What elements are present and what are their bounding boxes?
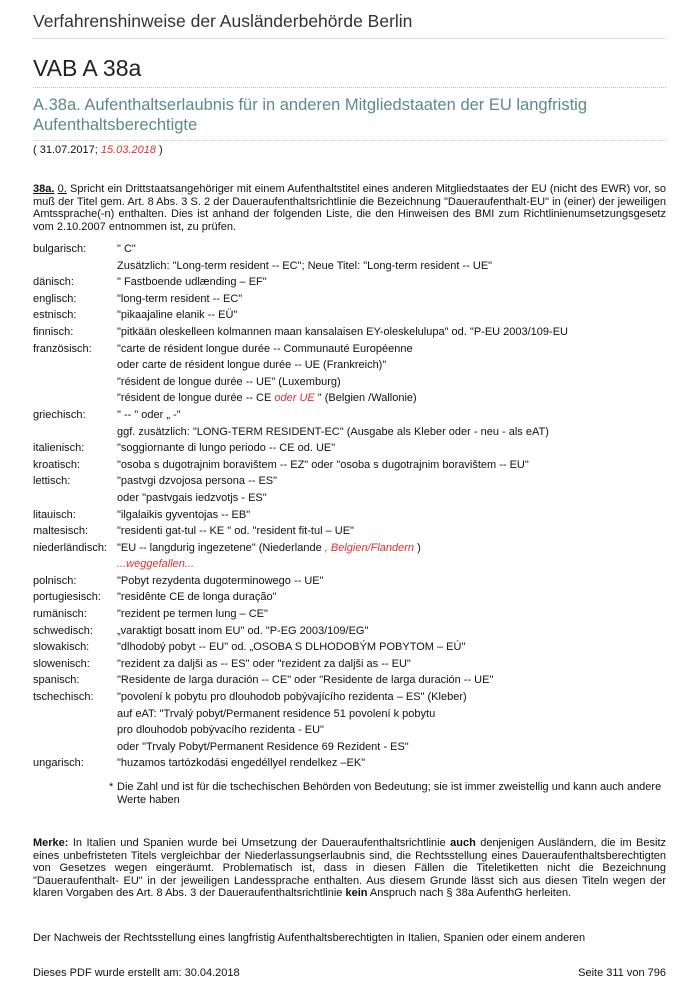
language-row <box>33 623 666 640</box>
language-name: italienisch: <box>33 442 85 455</box>
language-designation <box>117 556 666 573</box>
language-row <box>33 639 666 656</box>
language-row <box>33 722 666 739</box>
footer-created-date: Dieses PDF wurde erstellt am: 30.04.2018 <box>33 967 240 979</box>
intro-text: Spricht ein Drittstaatsangehöriger mit einem Aufenthaltstitel eines anderen Mitgliedstaates der EU (nicht des EWR) vor, so muß der Titel gem. Art. 8 Abs. 3 S. 2 der Daueraufenthaltsrichtlinie die Bezeichnung "Daueraufenthalt-EU" in (einer) der jeweiligen Amtssprache(-n) enthalten. Dies ist anhand der folgenden Liste, die den Hinweisen des BMI zum Richtlinienumsetzungsgesetz vom 2.10.2007 entnommen ist, zu prüfen. <box>33 183 666 233</box>
language-name: bulgarisch: <box>33 243 87 255</box>
designation-text: " C" <box>117 243 136 255</box>
language-name: spanisch: <box>33 674 80 687</box>
language-row <box>33 507 666 524</box>
designation-text: ggf. zusätzlich: "LONG-TERM RESIDENT-EC" (Ausgabe als Kleber oder - neu - als eAT) <box>117 425 549 438</box>
designation-text: "carte de résident longue durée -- Communauté Européenne <box>117 342 413 355</box>
designation-text: auf eAT: "Trvalý pobyt/Permanent residence 51 povolení k pobytu <box>117 707 436 720</box>
language-name <box>33 374 117 391</box>
language-designation <box>117 374 666 391</box>
language-name: französisch: <box>33 342 92 355</box>
language-designation <box>117 390 666 407</box>
merke-bold-2: kein <box>345 887 368 900</box>
language-name: maltesisch: <box>33 525 89 538</box>
language-designation <box>117 473 666 490</box>
language-designation <box>117 341 666 358</box>
language-designation <box>117 307 666 324</box>
language-designation <box>117 274 666 291</box>
language-designation <box>117 672 666 689</box>
language-name <box>33 357 117 374</box>
language-row <box>33 473 666 490</box>
designation-text: Zusätzlich: "Long-term resident -- EC"; Neue Titel: "Long-term resident -- UE" <box>117 259 493 272</box>
language-designation <box>117 324 666 341</box>
language-row <box>33 573 666 590</box>
language-row <box>33 457 666 474</box>
language-name <box>33 556 117 573</box>
page-footer <box>33 967 666 979</box>
language-row <box>33 755 666 772</box>
designation-text: " (Belgien /Wallonie) <box>314 392 417 405</box>
language-name <box>33 739 117 756</box>
language-name: schwedisch: <box>33 624 93 637</box>
designation-text: "résident de longue durée -- CE <box>117 392 275 405</box>
language-name: portugiesisch: <box>33 591 101 604</box>
language-row <box>33 689 666 706</box>
designation-text: " Fastboende udlænding – EF" <box>117 276 267 289</box>
language-designation <box>117 755 666 772</box>
language-designation <box>117 357 666 374</box>
subparagraph-number: 0. <box>57 183 67 195</box>
designation-text: "residênte CE de longa duração" <box>117 591 277 604</box>
language-row <box>33 357 666 374</box>
language-row <box>33 606 666 623</box>
designation-text: "ilgalaikis gyventojas -- EB" <box>117 508 251 521</box>
language-designation <box>117 689 666 706</box>
language-name <box>33 706 117 723</box>
merke-paragraph <box>33 837 666 900</box>
document-id-title: VAB A 38a <box>33 55 666 88</box>
merke-text-2: denjenigen Ausländern, die im Besitz eines unbefristeten Titels vergleichbar der Niederlassungserlaubnis sind, die Rechtsstellung eines Daueraufenthaltsberechtigten von Gesetzes wegen eingeräumt. Problematisch ist, dass in diesen Fällen die Titeletiketten nicht die Bezeichnung "Daueraufenthalt- EU" in der jeweiligen Landessprache enthalten. Aus diesem Grunde lässt sich aus diesen Titeln wegen der klaren Vorgaben des Art. 8 Abs. 3 der Daueraufenthaltsrichtlinie <box>33 837 667 900</box>
designation-text: oder carte de résident longue durée -- UE (Frankreich)" <box>117 359 387 372</box>
designation-text: ) <box>414 541 421 554</box>
language-designation <box>117 589 666 606</box>
language-name: rumänisch: <box>33 608 87 621</box>
language-row <box>33 291 666 308</box>
agency-header: Verfahrenshinweise der Ausländerbehörde Berlin <box>33 11 666 39</box>
designation-text: "Residente de larga duración -- CE" oder "Residente de larga duración -- UE" <box>117 674 494 687</box>
intro-paragraph <box>33 183 666 233</box>
designation-text: "Pobyt rezydenta dugoterminowego -- UE" <box>117 574 324 587</box>
dates-open: ( 31.07.2017; <box>33 144 101 156</box>
language-designation <box>117 739 666 756</box>
language-name: griechisch: <box>33 408 86 421</box>
language-row <box>33 258 666 275</box>
designation-text: "soggiornante di lungo periodo -- CE od. UE" <box>117 442 336 455</box>
language-designation <box>117 540 666 557</box>
language-row <box>33 241 666 258</box>
language-row <box>33 490 666 507</box>
changed-text: ...weggefallen... <box>117 558 195 571</box>
merke-label: Merke: <box>33 837 69 849</box>
changed-date: 15.03.2018 <box>100 144 156 156</box>
language-designation <box>117 639 666 656</box>
footnote-text: Die Zahl und ist für die tschechischen Behörden von Bedeutung; sie ist immer zweistellig und kann auch andere Werte haben <box>117 781 662 806</box>
footnote-marker: * <box>109 781 114 793</box>
language-name: dänisch: <box>33 276 74 289</box>
language-row <box>33 440 666 457</box>
designation-text: "EU -- langdurig ingezetene" (Niederlande <box>117 541 325 554</box>
changed-text: , Belgien/Flandern <box>324 541 415 554</box>
language-name: slowenisch: <box>33 657 90 670</box>
language-designation <box>117 457 666 474</box>
merke-text-3: Anspruch nach § 38a AufenthG herleiten. <box>367 887 572 900</box>
language-name <box>33 390 117 407</box>
designation-text: "pastvgi dzvojosa persona -- ES" <box>117 475 278 488</box>
language-designation <box>117 573 666 590</box>
language-name <box>33 722 117 739</box>
language-name: slowakisch: <box>33 641 90 654</box>
language-row <box>33 324 666 341</box>
changed-text: oder UE <box>274 392 315 405</box>
merke-bold-1: auch <box>450 837 476 849</box>
designation-text: "rezident za daljši as -- ES" oder "rezident za daljši as -- EU" <box>117 657 411 670</box>
language-designation <box>117 424 666 441</box>
language-name: litauisch: <box>33 508 76 521</box>
designation-text: "pikaajaline elanik -- EÜ" <box>117 309 238 322</box>
designation-text: "rezident pe termen lung – CE" <box>117 608 268 621</box>
language-designation <box>117 523 666 540</box>
language-designation <box>117 623 666 640</box>
language-row <box>33 523 666 540</box>
language-name: niederländisch: <box>33 541 107 554</box>
language-row <box>33 672 666 689</box>
language-row <box>33 739 666 756</box>
paragraph-number: 38a. <box>33 183 55 195</box>
language-row <box>33 424 666 441</box>
language-designation <box>117 440 666 457</box>
language-row <box>33 374 666 391</box>
designation-text: „varaktigt bosatt inom EU" od. "P-EG 2003/109/EG" <box>117 624 369 637</box>
language-designation <box>117 507 666 524</box>
merke-text-1: In Italien und Spanien wurde bei Umsetzung der Daueraufenthaltsrichtlinie <box>68 837 451 849</box>
language-name: englisch: <box>33 292 77 305</box>
revision-dates <box>33 144 163 156</box>
language-name <box>33 424 117 441</box>
language-row <box>33 706 666 723</box>
language-designation <box>117 722 666 739</box>
nachweis-paragraph: Der Nachweis der Rechtsstellung eines langfristig Aufenthaltsberechtigten in Italien, Spanien oder einem anderen <box>33 932 586 944</box>
language-name <box>33 490 117 507</box>
designation-text: "osoba s dugotrajnim boravištem -- EZ" oder "osoba s dugotrajnim boravištem -- EU" <box>117 458 529 471</box>
language-designation <box>117 706 666 723</box>
language-row-dutch-removed <box>33 556 666 573</box>
language-row <box>33 656 666 673</box>
designation-text: "résident de longue durée -- UE" (Luxemburg) <box>117 375 341 388</box>
designation-text: "dlhodobý pobyt -- EU" od. „OSOBA S DLHODOBÝM POBYTOM – EÚ" <box>117 641 466 654</box>
language-name: tschechisch: <box>33 691 94 704</box>
language-name: finnisch: <box>33 325 74 338</box>
language-row <box>33 274 666 291</box>
language-designation <box>117 258 666 275</box>
language-designation <box>117 291 666 308</box>
language-designation <box>117 656 666 673</box>
language-row-dutch <box>33 540 666 557</box>
language-designation <box>117 241 666 258</box>
designation-text: " -- " oder „ -" <box>117 408 181 421</box>
language-row <box>33 589 666 606</box>
language-row <box>33 307 666 324</box>
language-name: lettisch: <box>33 475 71 488</box>
language-name: polnisch: <box>33 574 77 587</box>
language-designation <box>117 606 666 623</box>
designation-text: "povolení k pobytu pro dlouhodob pobývajícího rezidenta – ES" (Kleber) <box>117 691 467 704</box>
designation-text: "pitkään oleskelleen kolmannen maan kansalaisen EY-oleskelulupa" od. "P-EU 2003/109-EU <box>117 325 568 338</box>
designation-text: oder "pastvgais iedzvotjs - ES" <box>117 491 267 504</box>
language-designation <box>117 407 666 424</box>
language-name: kroatisch: <box>33 458 81 471</box>
designation-text: oder "Trvaly Pobyt/Permanent Residence 69 Rezident - ES" <box>117 740 409 753</box>
section-title: A.38a. Aufenthaltserlaubnis für in anderen Mitgliedstaaten der EU langfristig Aufenthaltsberechtigte <box>33 95 666 141</box>
footnote <box>109 781 666 807</box>
language-designation-list <box>33 241 666 772</box>
language-name: ungarisch: <box>33 757 84 770</box>
designation-text: pro dlouhodob pobývacího rezidenta - EU" <box>117 724 324 737</box>
language-row-french-belgium <box>33 390 666 407</box>
language-designation <box>117 490 666 507</box>
dates-close: ) <box>155 144 163 156</box>
language-row <box>33 341 666 358</box>
language-row <box>33 407 666 424</box>
language-name <box>33 258 117 275</box>
designation-text: "residenti gat-tul -- KE " od. "resident fit-tul – UE" <box>117 525 354 538</box>
language-name: estnisch: <box>33 309 77 322</box>
footer-page-number: Seite 311 von 796 <box>578 967 666 979</box>
designation-text: "huzamos tartózkodási engedéllyel rendelkez –EK" <box>117 757 366 770</box>
designation-text: "long-term resident -- EC" <box>117 292 243 305</box>
